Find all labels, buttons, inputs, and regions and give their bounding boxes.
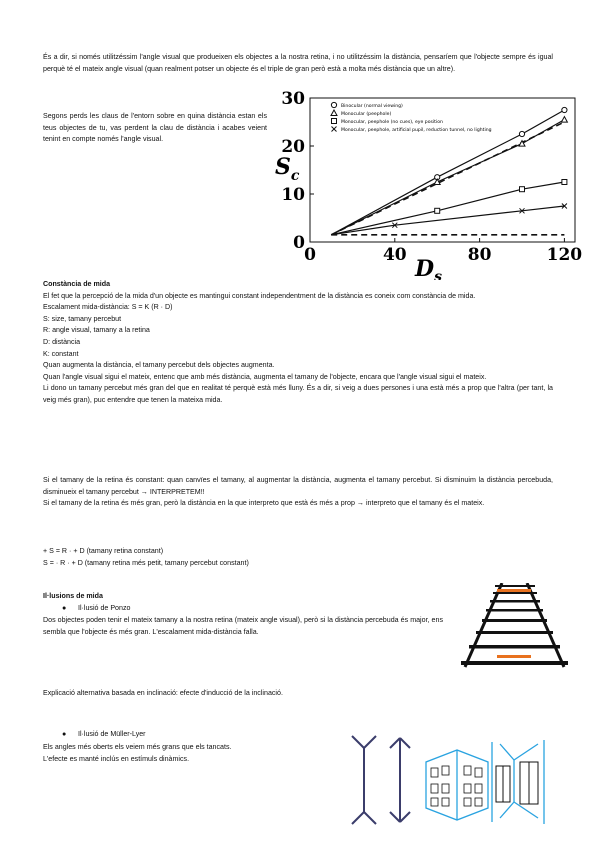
ponzo-title: Il·lusió de Ponzo (78, 604, 131, 612)
muller-lyer-title: Il·lusió de Müller-Lyer (78, 730, 146, 738)
x-tick-label: 0 (304, 245, 316, 265)
ponzo-upper-bar (497, 589, 531, 592)
size-paragraph-6: Si el tamany de la retina és més gran, però la distància en la que interpreto que està és més a prop → interpreto que el tamany és el mateix. (43, 499, 485, 508)
cues-paragraph: Segons perds les claus de l'entorn sobre en quina distància estan els teus objectes de tu, vas perdent la clau de distància i acabes veient tenint en compte només l'angle visual. (43, 112, 267, 144)
size-constancy-definition: El fet que la percepció de la mida d'un objecte es mantingui constant independentment de la distància es coneix com constància de mida. (43, 291, 476, 300)
chart-series-line (331, 182, 564, 235)
chart-legend-entry: Monocular, peephole (no cues), eye position (341, 120, 443, 125)
section-heading-size-constancy: Constància de mida (43, 280, 111, 288)
bullet-ponzo: ● (62, 604, 67, 612)
muller-lyer-text-2: L'efecte es manté inclús en estímuls dinàmics. (43, 754, 190, 763)
y-tick-label: 20 (281, 137, 305, 157)
size-paragraph-3: Quan l'angle visual sigui el mateix, entenc que amb més distància, augmenta el tamany de l'objecte, encara que l'angle visual sigui el mateix. (43, 372, 487, 381)
muller-lyer-text-1: Els angles més oberts els veiem més grans que els tancats. (43, 743, 232, 751)
ponzo-lower-bar (497, 655, 531, 658)
y-tick-label: 0 (293, 233, 305, 253)
size-equations (43, 546, 443, 569)
chart-legend-entry: Monocular, peephole, artificial pupil, reduction tunnel, no lighting (341, 128, 492, 133)
intro-paragraph: És a dir, si només utilitzéssim l'angle visual que produeixen els objectes a la nostra retina, i no utilitzéssim la distància, pensaríem que l'objecte sempre és igual perquè té el mateix angle visual (quan realment potser un objecte és el triple de gran però està a molta més distància que un altre). (43, 53, 553, 73)
ponzo-alternative-explanation: Explicació alternativa basada en inclinació: efecte d'inducció de la inclinació. (43, 689, 283, 697)
chart-legend-entry: Monocular (peephole) (341, 112, 392, 117)
muller-lyer-illustration (342, 732, 552, 828)
y-tick-label: 30 (281, 90, 305, 109)
chart-point-square (562, 180, 567, 185)
formula-def-d: D: distància (43, 337, 81, 346)
chart-point-square (332, 119, 337, 124)
formula-def-r: R: angle visual, tamany a la retina (43, 326, 150, 335)
size-interpretation-section (43, 475, 553, 510)
chart-point-square (520, 187, 525, 192)
chart-point-circle (331, 102, 336, 107)
equation-retina-smaller: S = · R · + D (tamany retina més petit, tamany percebut constant) (43, 558, 249, 567)
x-tick-label: 40 (382, 245, 407, 265)
chart-point-circle (519, 131, 524, 136)
chart-point-x (332, 127, 337, 132)
size-constancy-chart (275, 90, 595, 280)
size-paragraph-5: Si el tamany de la retina és constant: quan canvïes el tamany, al augmentar la distància, augmenta el tamany percebut. Si disminuim la distància percebuda, disminueix el tamany percebut → INTERPRETEM!! (43, 476, 553, 496)
chart-legend-entry: Binocular (normal viewing) (341, 104, 403, 109)
y-tick-label: 10 (281, 185, 305, 205)
chart-point-triangle (561, 117, 567, 123)
ponzo-railway-illustration (457, 583, 572, 669)
formula-def-s: S: size, tamany percebut (43, 314, 122, 323)
x-axis-label: $D_s$ (415, 256, 442, 280)
bullet-muller-lyer: ● (62, 730, 67, 738)
section-heading-illusions: Il·lusions de mida (43, 592, 103, 600)
y-axis-label: $S_c$ (275, 154, 300, 184)
ponzo-paragraph: Dos objectes poden tenir el mateix tamany a la nostra retina (mateix angle visual), però si la distància percebuda és major, ens sembla que l'objecte és més gran. L'escalament mida-distància falla. (43, 616, 443, 636)
chart-point-square (435, 208, 440, 213)
size-constancy-section (43, 279, 553, 407)
chart-point-triangle (331, 110, 337, 116)
equation-retina-constant: + S = R · + D (tamany retina constant) (43, 547, 164, 555)
chart-point-circle (562, 107, 567, 112)
chart-series-line (331, 206, 564, 235)
size-paragraph-2: Quan augmenta la distància, el tamany percebut dels objectes augmenta. (43, 361, 275, 370)
x-tick-label: 80 (467, 245, 492, 265)
size-paragraph-4: Li dono un tamany percebut més gran del que en realitat té perquè està més lluny. És a dir, si veig a dues persones i una està més a prop que l'altra (per tant, la veig més gran), puc entendre que tenen la mateixa mida. (43, 384, 553, 404)
size-distance-formula: Escalament mida-distància: S = K (R · D) (43, 303, 173, 312)
x-tick-label: 120 (546, 245, 583, 265)
muller-lyer-paragraph (43, 742, 343, 765)
formula-def-k: K: constant (43, 349, 79, 358)
chart-series-line (331, 120, 564, 235)
